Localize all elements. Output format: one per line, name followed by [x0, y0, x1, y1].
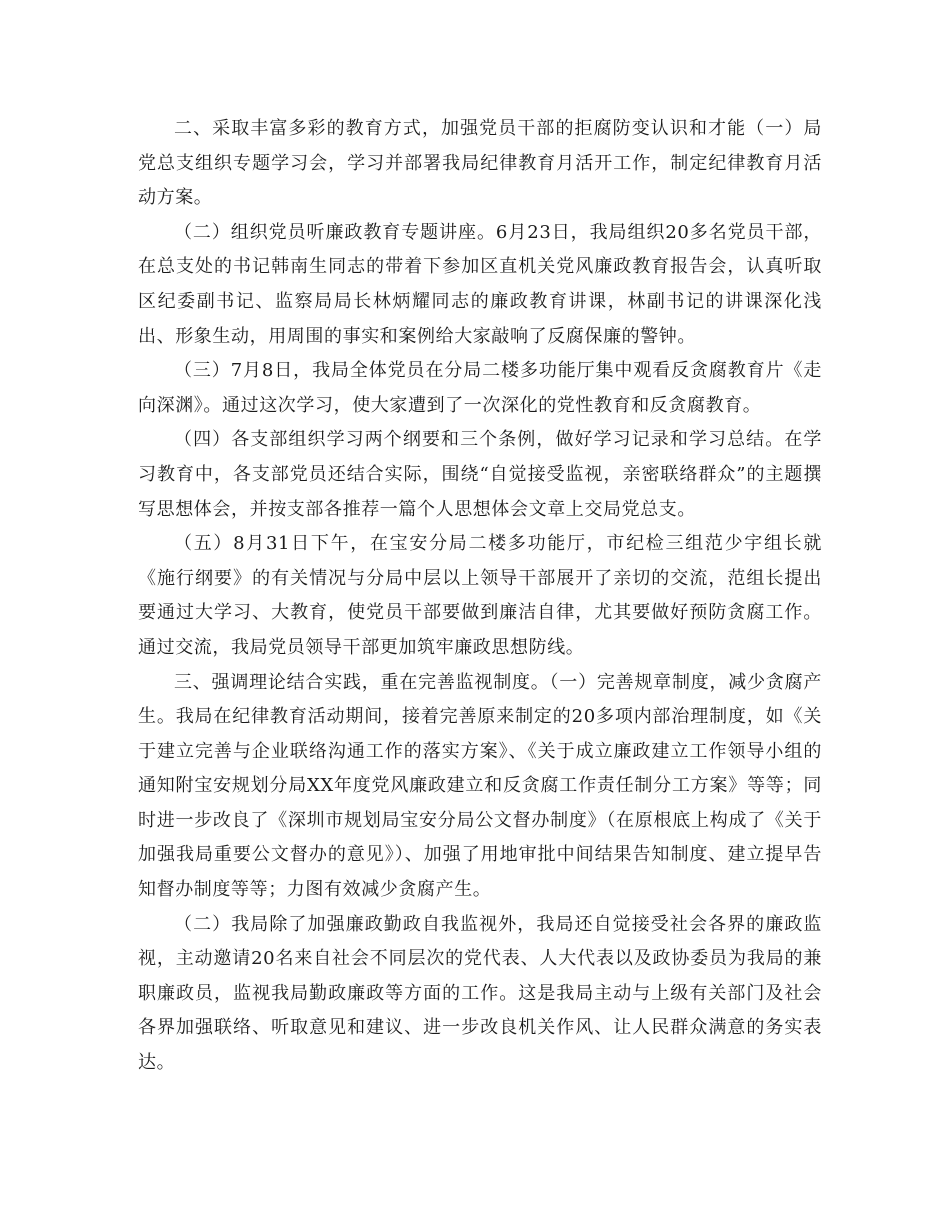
paragraph-social-supervision: （二）我局除了加强廉政勤政自我监视外，我局还自觉接受社会各界的廉政监视，主动邀请20名来自社会不同层次的党代表、人大代表以及政协委员为我局的兼职廉政员，监视我局勤政廉政等方面的工作。这是我局主动与上级有关部门及社会各界加强联络、听取意见和建议、进一步改良机关作风、让人民群众满意的务实表达。 [138, 913, 822, 1074]
paragraph-film-viewing: （三）7月8日，我局全体党员在分局二楼多功能厅集中观看反贪腐教育片《走向深渊》。通过这次学习，使大家遭到了一次深化的党性教育和反贪腐教育。 [138, 360, 822, 416]
paragraph-exchange: （五）8月31日下午，在宝安分局二楼多功能厅，市纪检三组范少宇组长就《施行纲要》的有关情况与分局中层以上领导干部展开了亲切的交流，范组长提出要通过大学习、大教育，使党员干部要做到廉洁自律，尤其要做好预防贪腐工作。通过交流，我局党员领导干部更加筑牢廉政思想防线。 [138, 533, 822, 658]
document-body [138, 112, 822, 1081]
paragraph-education-methods: 二、采取丰富多彩的教育方式，加强党员干部的拒腐防变认识和才能（一）局党总支组织专题学习会，学习并部署我局纪律教育月活开工作，制定纪律教育月活动方案。 [138, 118, 822, 209]
paragraph-lecture: （二）组织党员听廉政教育专题讲座。6月23日，我局组织20多名党员干部，在总支处的书记韩南生同志的带着下参加区直机关党风廉政教育报告会，认真听取区纪委副书记、监察局局长林炳耀同志的廉政教育讲课，林副书记的讲课深化浅出、形象生动，用周围的事实和案例给大家敲响了反腐保廉的警钟。 [138, 221, 822, 347]
paragraph-branch-study: （四）各支部组织学习两个纲要和三个条例，做好学习记录和学习总结。在学习教育中，各支部党员还结合实际，围绕“自觉接受监视，亲密联络群众”的主题撰写思想体会，并按支部各推荐一篇个人思想体会文章上交局党总支。 [138, 429, 822, 520]
paragraph-supervision-system: 三、强调理论结合实践，重在完善监视制度。（一）完善规章制度，减少贪腐产生。我局在纪律教育活动期间，接着完善原来制定的20多项内部治理制度，如《关于建立完善与企业联络沟通工作的落实方案》、《关于成立廉政建立工作领导小组的通知附宝安规划分局XX年度党风廉政建立和反贪腐工作责任制分工方案》等等；同时进一步改良了《深圳市规划局宝安分局公文督办制度》（在原根底上构成了《关于加强我局重要公文督办的意见》）、加强了用地审批中间结果告知制度、建立提早告知督办制度等等；力图有效减少贪腐产生。 [138, 671, 822, 901]
